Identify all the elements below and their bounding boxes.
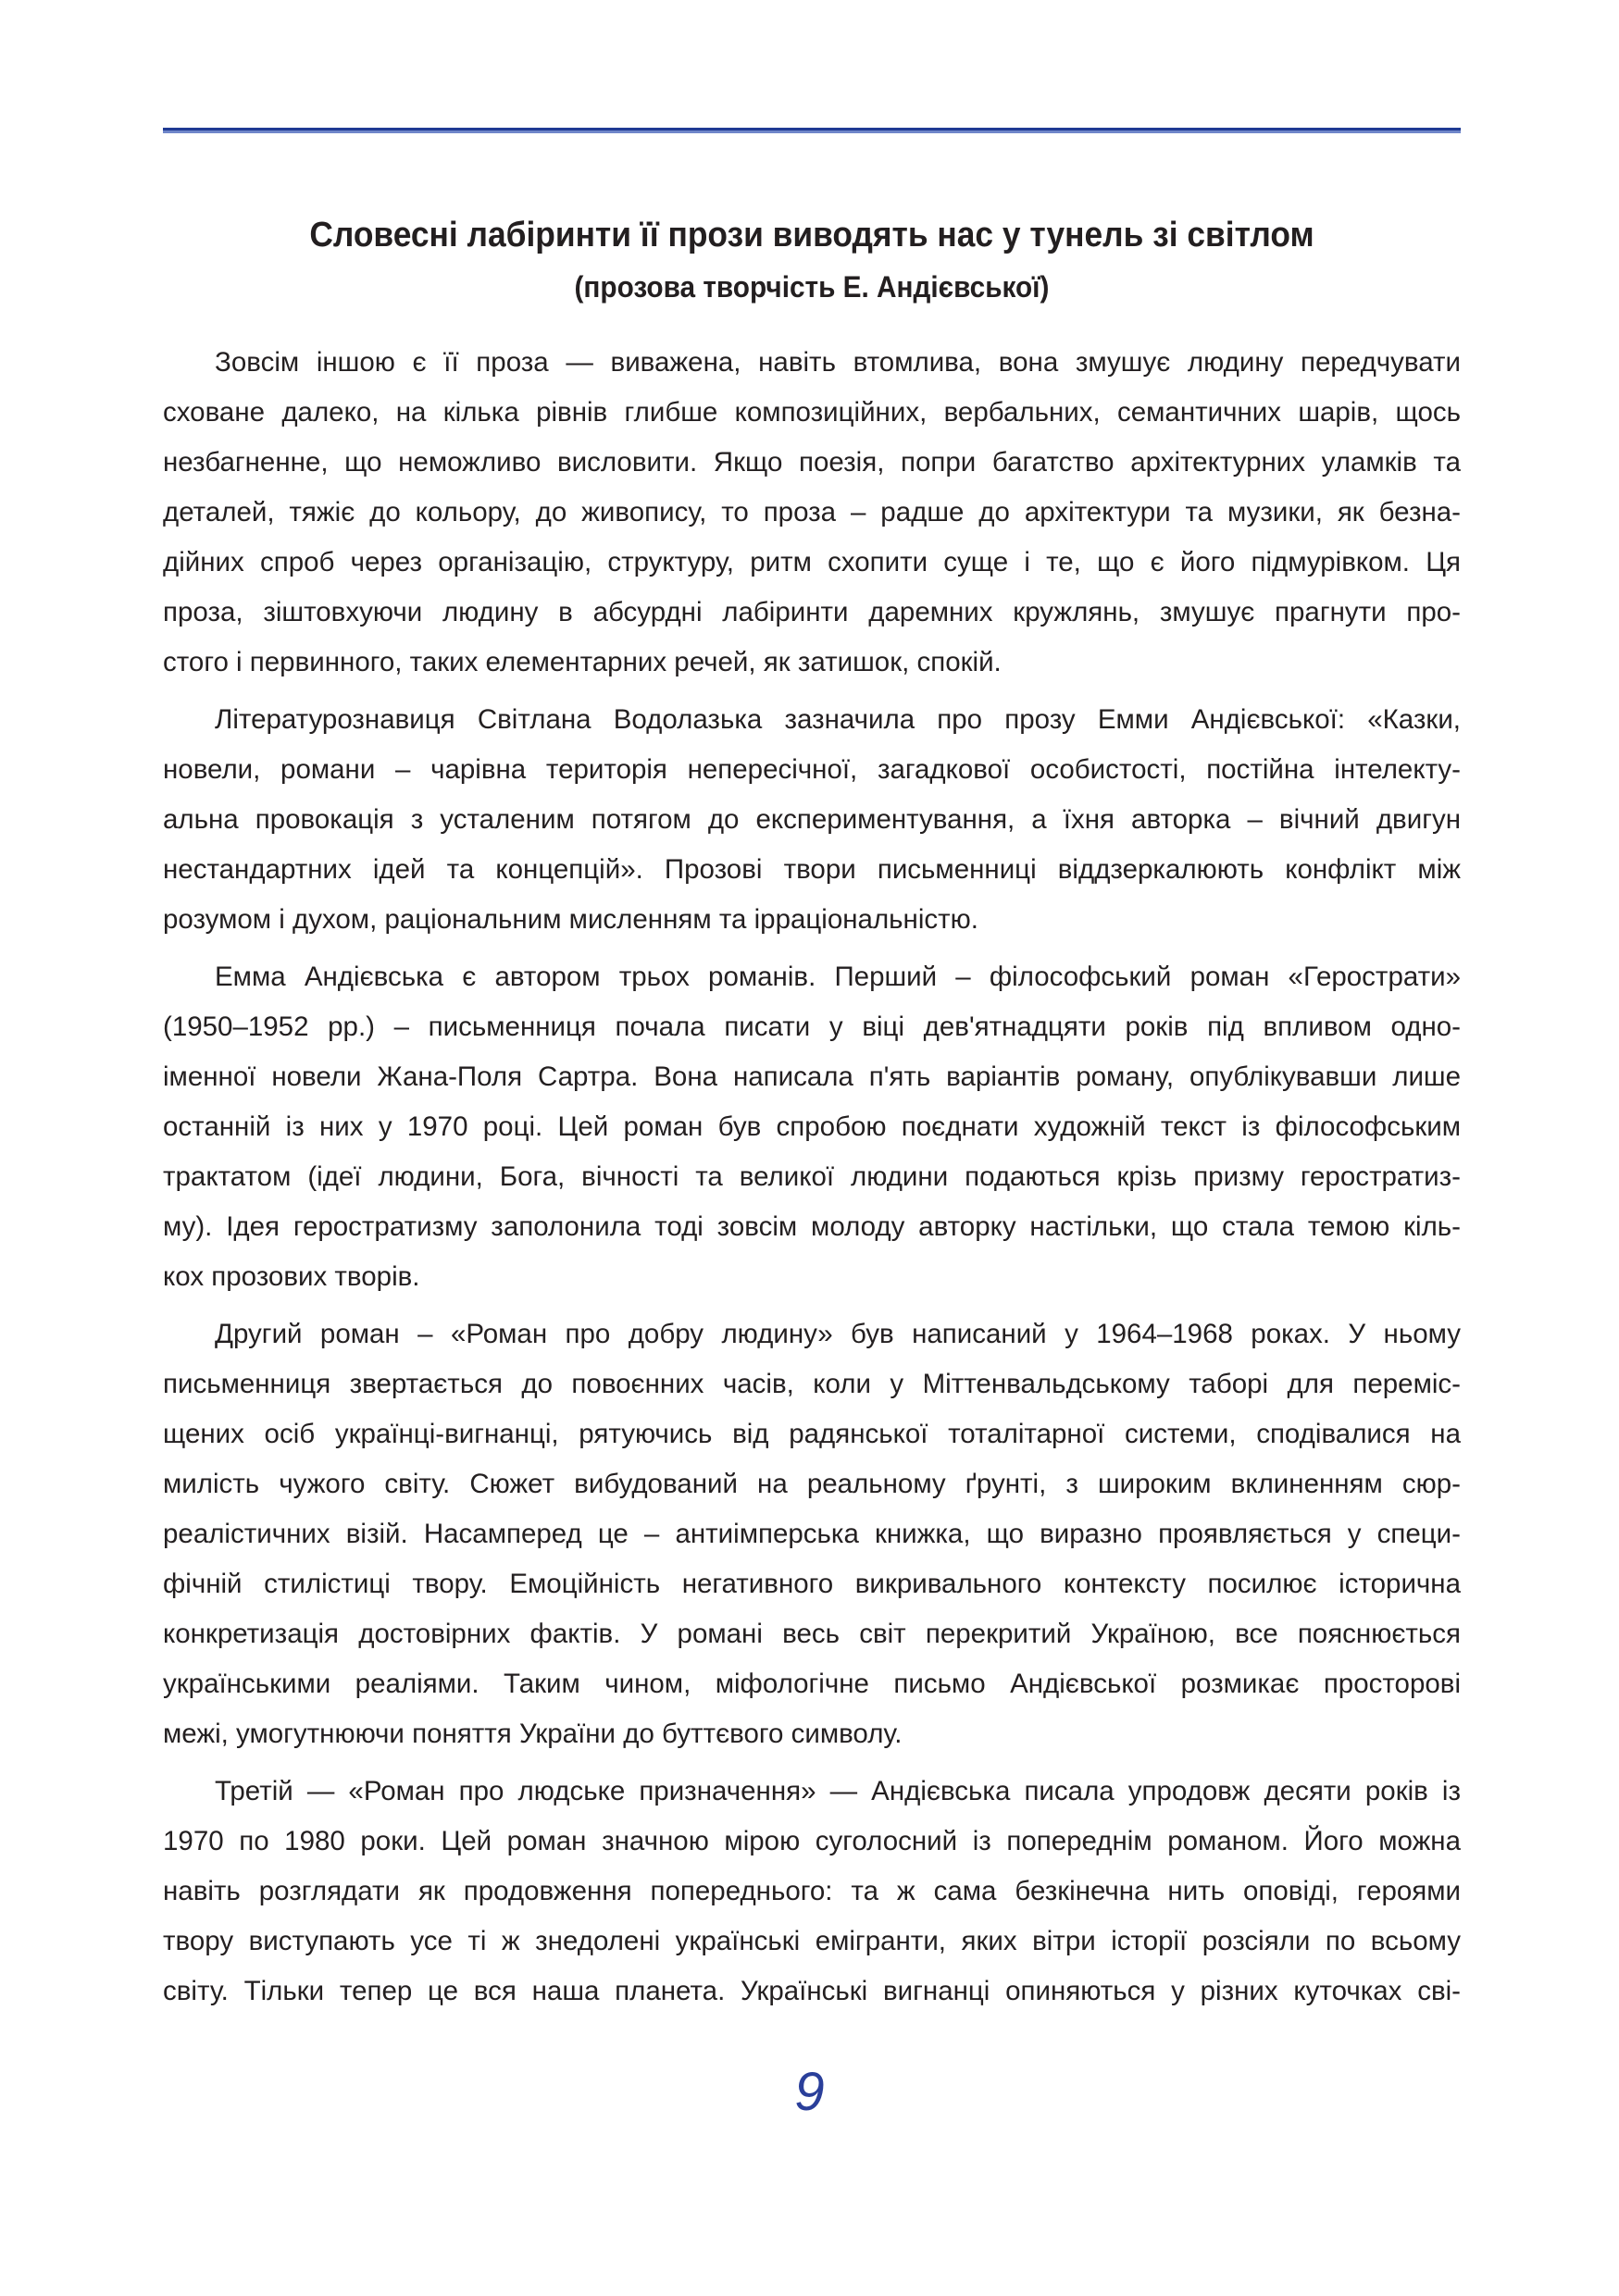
paragraph: [163, 695, 1461, 945]
text-line: му). Ідея геростратизму заполонила тоді зовсім молоду авторку настільки, що стала темою кіль-: [163, 1211, 1461, 1242]
page-number: 9: [794, 2062, 825, 2122]
text-line: 1970 по 1980 роки. Цей роман значною мірою суголосний із попереднім романом. Його можна: [163, 1826, 1461, 1856]
text-line: щених осіб українці-вигнанці, рятуючись від радянської тоталітарної системи, сподівалися на: [163, 1419, 1461, 1449]
text-line: розумом і духом, раціональним мисленням та ірраціональністю.: [163, 904, 978, 935]
text-line: альна провокація з усталеним потягом до експериментування, а їхня авторка – вічний двигун: [163, 804, 1461, 835]
text-line: конкретизація достовірних фактів. У романі весь світ перекритий Україною, все пояснюється: [163, 1619, 1461, 1649]
paragraph: [163, 1309, 1461, 1759]
page-title: Словесні лабіринти її прози виводять нас у тунель зі світлом: [309, 216, 1314, 254]
paragraph: [163, 1767, 1461, 2017]
header-rule: [163, 128, 1461, 133]
text-line: проза, зіштовхуючи людину в абсурдні лабіринти даремних кружлянь, змушує прагнути про-: [163, 597, 1461, 627]
text-line: (1950–1952 рр.) – письменниця почала писати у віці дев'ятнадцяти років під впливом одно-: [163, 1011, 1461, 1042]
paragraph: [163, 338, 1461, 688]
text-line: нестандартних ідей та концепцій». Прозові твори письменниці віддзеркалюють конфлікт між: [163, 854, 1461, 885]
text-line: дійних спроб через організацію, структуру, ритм схопити суще і те, що є його підмурівком. Ця: [163, 547, 1461, 577]
text-line: Другий роман – «Роман про добру людину» був написаний у 1964–1968 роках. У ньому: [215, 1319, 1461, 1349]
text-line: українськими реаліями. Таким чином, міфологічне письмо Андієвської розмикає просторові: [163, 1669, 1461, 1699]
text-line: сховане далеко, на кілька рівнів глибше композиційних, вербальних, семантичних шарів, щось: [163, 397, 1461, 428]
text-line: світу. Тільки тепер це вся наша планета. Українські вигнанці опиняються у різних куточках сві-: [163, 1976, 1461, 2006]
text-line: Зовсім іншою є її проза — виважена, навіть втомлива, вона змушує людину передчувати: [215, 347, 1461, 378]
text-line: Літературознавиця Світлана Водолазька зазначила про прозу Емми Андієвської: «Казки,: [215, 704, 1461, 735]
page-subtitle: (прозова творчість Е. Андієвської): [574, 270, 1050, 304]
heading-block: [163, 209, 1461, 313]
text-line: незбагненне, що неможливо висловити. Якщо поезія, попри багатство архітектурних уламків та: [163, 447, 1461, 478]
text-line: кох прозових творів.: [163, 1261, 420, 1292]
text-line: останній із них у 1970 році. Цей роман був спробою поєднати художній текст із філософським: [163, 1111, 1461, 1142]
paragraph: [163, 952, 1461, 1302]
text-line: стого і первинного, таких елементарних речей, як затишок, спокій.: [163, 647, 1002, 677]
text-line: твору виступають усе ті ж знедолені українські емігранти, яких вітри історії розсіяли по всьому: [163, 1926, 1461, 1956]
text-line: деталей, тяжіє до кольору, до живопису, то проза – радше до архітектури та музики, як безна-: [163, 497, 1461, 527]
text-line: межі, умогутнюючи поняття України до буттєвого символу.: [163, 1719, 903, 1749]
text-line: навіть розглядати як продовження попереднього: та ж сама безкінечна нить оповіді, героями: [163, 1876, 1461, 1906]
text-line: новели, романи – чарівна територія непересічної, загадкової особистості, постійна інтелекту-: [163, 754, 1461, 785]
text-line: реалістичних візій. Насамперед це – антиімперська книжка, що виразно проявляється у специ-: [163, 1519, 1461, 1549]
text-line: трактатом (ідеї людини, Бога, вічності та великої людини подаються крізь призму геростратиз-: [163, 1161, 1461, 1192]
text-line: милість чужого світу. Сюжет вибудований на реальному ґрунті, з широким вклиненням сюр-: [163, 1469, 1461, 1499]
text-line: письменниця звертається до повоєнних часів, коли у Міттенвальдському таборі для переміс-: [163, 1369, 1461, 1399]
article-body: [163, 338, 1461, 2024]
text-line: іменної новели Жана-Поля Сартра. Вона написала п'ять варіантів роману, опублікувавши лише: [163, 1061, 1461, 1092]
text-line: Емма Андієвська є автором трьох романів. Перший – філософський роман «Герострати»: [215, 962, 1461, 992]
text-line: фічній стилістиці твору. Емоційність негативного викривального контексту посилює історична: [163, 1569, 1461, 1599]
text-line: Третій — «Роман про людське призначення» — Андієвська писала упродовж десяти років із: [215, 1776, 1461, 1806]
